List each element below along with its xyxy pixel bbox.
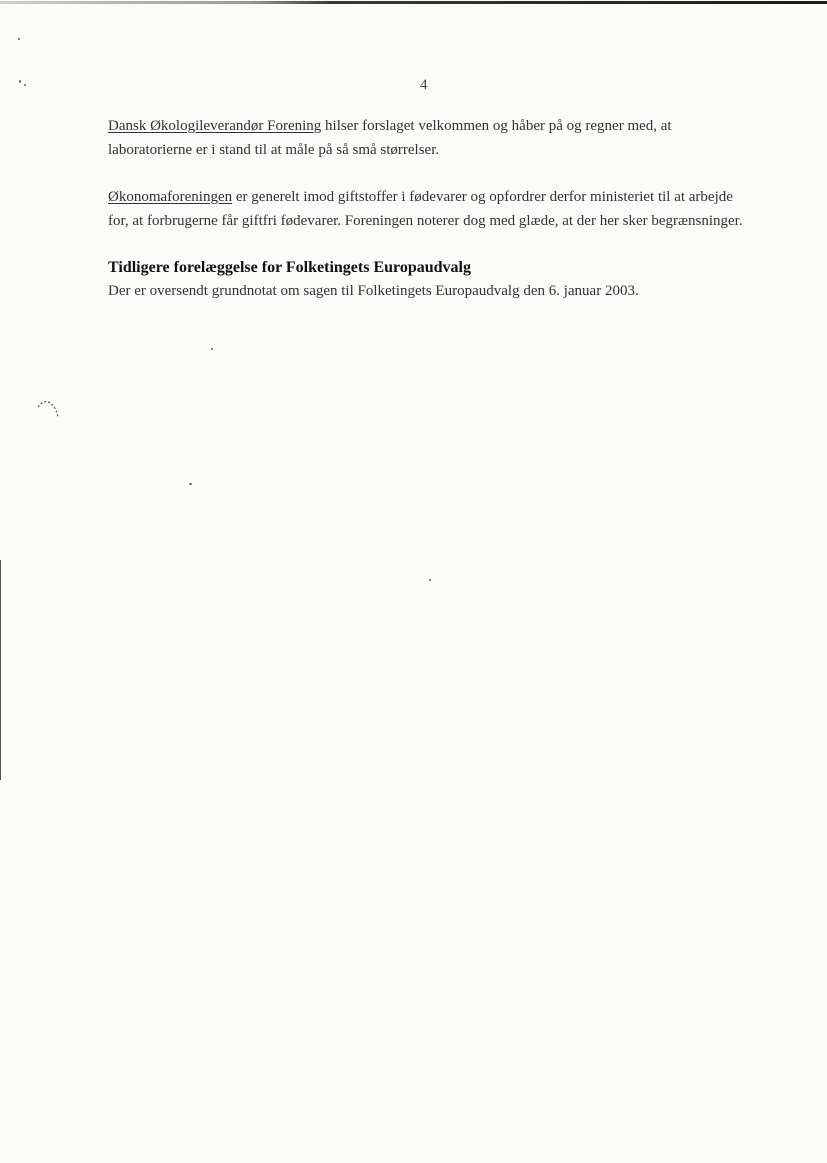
organization-name: Dansk Økologileverandør Forening	[108, 118, 322, 134]
section-body: Der er oversendt grundnotat om sagen til Folketingets Europaudvalg den 6. januar 2003.	[108, 283, 639, 299]
scan-speck	[429, 579, 431, 581]
scan-left-edge	[0, 560, 1, 780]
paragraph-dansk-okologileverandor	[108, 114, 748, 162]
section-heading: Tidligere forelæggelse for Folketingets Europaudvalg	[108, 259, 471, 276]
scan-speck	[211, 348, 213, 350]
scan-mark	[34, 397, 64, 421]
paragraph-text: hilser forslaget velkommen og håber på og regner med, at laboratorierne er i stand til at måle på så små størrelser.	[108, 118, 672, 158]
scan-speck	[18, 38, 20, 40]
page-number: 4	[420, 77, 428, 93]
scan-speck	[189, 483, 192, 485]
organization-name: Økonomaforeningen	[108, 189, 233, 205]
scan-top-rule	[0, 1, 827, 4]
scan-speck	[19, 80, 21, 83]
paragraph-okonomaforeningen	[108, 185, 748, 233]
paragraph-text: er generelt imod giftstoffer i fødevarer og opfordrer derfor ministeriet til at arbejde for, at forbrugerne får giftfri fødevarer. Foreningen noterer dog med glæde, at der her sker begrænsninger.	[108, 189, 743, 229]
scan-speck	[24, 84, 26, 86]
document-body	[108, 114, 748, 302]
